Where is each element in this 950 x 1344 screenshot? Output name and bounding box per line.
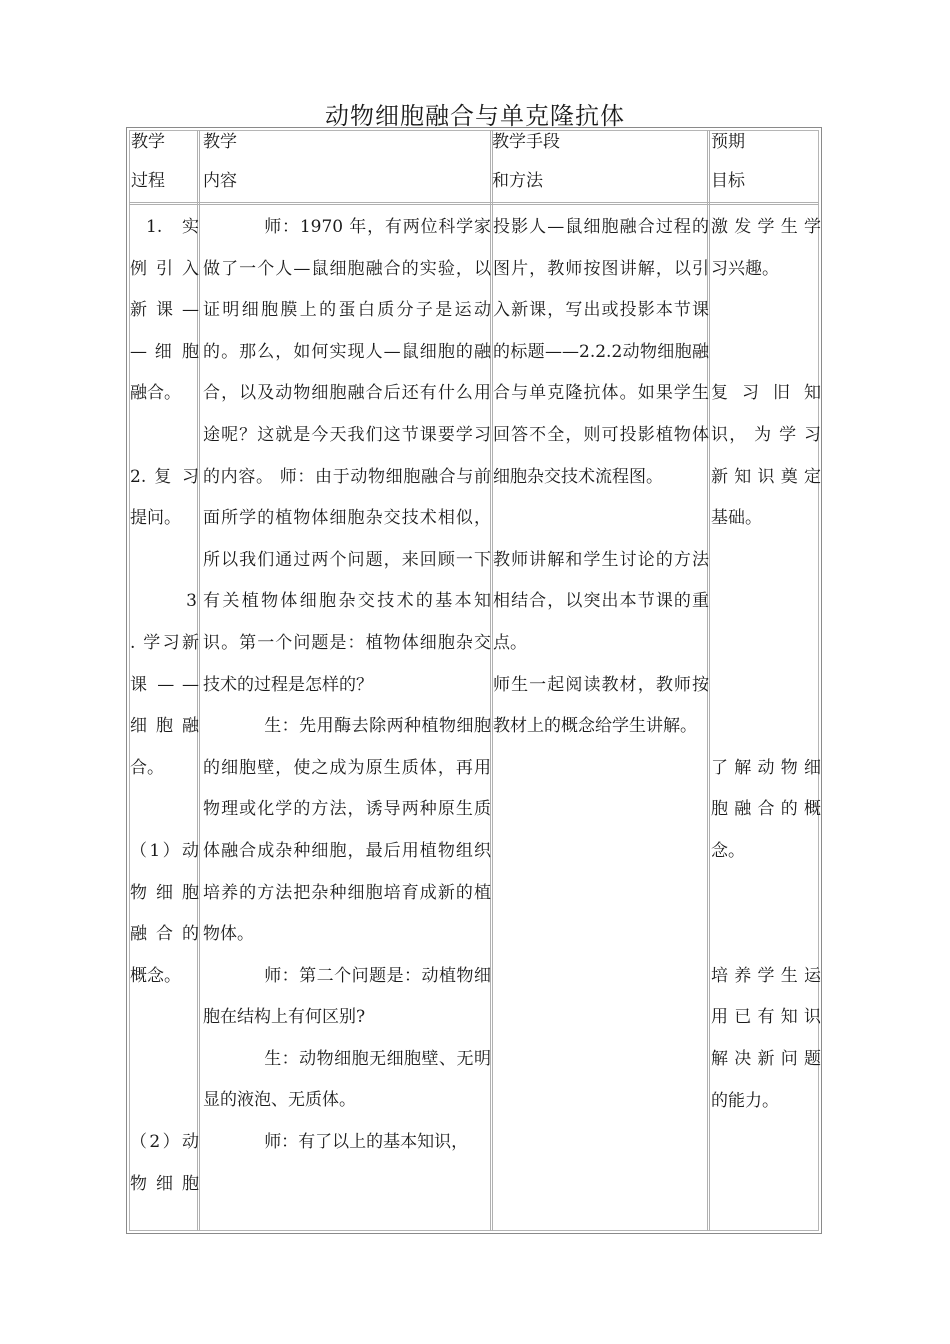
goal-line: 习兴趣。 [711, 258, 779, 279]
header-goal: 预期 目标 [711, 132, 745, 191]
goal-line: 识， 为 学 习 [711, 424, 821, 445]
lesson-plan-table [126, 127, 822, 1234]
goal-line: 基础。 [711, 508, 762, 529]
step-1-line: 新 课 — [130, 300, 199, 321]
method-paragraph: 教师讲解和学生讨论的方法相结合，以突出本节课的重点。 [493, 549, 709, 653]
content-paragraph: 生：动物细胞无细胞壁、无明显的液泡、无质体。 [203, 1048, 491, 1111]
step-4-line: 物 细 胞 [130, 882, 199, 903]
step-2-line: 2. 复 习 [130, 466, 199, 487]
step-2-line: 提问。 [130, 508, 181, 529]
header-divider [129, 202, 819, 205]
method-paragraph: 投影人—鼠细胞融合过程的图片，教师按图讲解，以引入新课，写出或投影本节课的标题——2.2.2动物细胞融合与单克隆抗体。如果学生回答不全，则可投影植物体细胞杂交技术流程图。 [493, 217, 709, 487]
document-title: 动物细胞融合与单克隆抗体 [325, 102, 625, 130]
method-column [493, 207, 709, 748]
step-3-line: 3 [186, 591, 197, 612]
content-paragraph: 师：有了以上的基本知识， [264, 1132, 469, 1153]
goal-line: 胞 融 合 的 概 [711, 799, 821, 820]
step-1-line: 融合。 [130, 383, 181, 404]
goal-column [711, 207, 821, 1122]
step-3-line: 课 — — [130, 674, 199, 695]
goal-line: 解 决 新 问 题 [711, 1048, 821, 1069]
step-1-line: — 细 胞 [130, 341, 199, 362]
goal-line: 了 解 动 物 细 [711, 757, 821, 778]
step-5-line: （2）动 [130, 1132, 199, 1153]
goal-line: 激 发 学 生 学 [711, 217, 821, 237]
goal-line: 新 知 识 奠 定 [711, 466, 821, 487]
step-4-line: 融 合 的 [130, 924, 199, 945]
step-1-line: 例 引 入 [130, 258, 199, 279]
header-method: 教学手段 和方法 [492, 132, 560, 191]
step-4-line: 概念。 [130, 965, 181, 986]
content-paragraph: 生：先用酶去除两种植物细胞的细胞壁，使之成为原生质体，再用物理或化学的方法，诱导两种原生质体融合成杂种细胞，最后用植物组织培养的方法把杂种细胞培育成新的植物体。 [203, 716, 491, 945]
content-paragraph: 师：第二个问题是：动植物细胞在结构上有何区别? [203, 965, 491, 1028]
content-paragraph: 师：1970 年，有两位科学家做了一个人—鼠细胞融合的实验，以证明细胞膜上的蛋白质分子是运动的。那么，如何实现人—鼠细胞的融合，以及动物细胞融合后还有什么用途呢？这就是今天我们这节课要学习的内容。 师：由于动物细胞融合与前面所学的植物体细胞杂交技术相似，所以我们通过两个问题，来回顾一下有关植物体细胞杂交技术的基本知识。第一个问题是：植物体细胞杂交技术的过程是怎样的？ [203, 217, 491, 695]
goal-line: 复 习 旧 知 [711, 383, 821, 404]
process-column [130, 207, 199, 1205]
header-process: 教学 过程 [131, 132, 165, 191]
step-3-line: 合。 [130, 757, 164, 778]
content-column [203, 207, 491, 1164]
goal-line: 用 已 有 知 识 [711, 1007, 821, 1028]
goal-line: 培 养 学 生 运 [711, 965, 821, 986]
step-3-line: 细 胞 融 [130, 716, 199, 737]
step-3-line: . 学习新 [130, 632, 199, 653]
method-paragraph: 师生一起阅读教材，教师按教材上的概念给学生讲解。 [493, 674, 709, 737]
goal-line: 的能力。 [711, 1090, 779, 1111]
header-content: 教学 内容 [203, 132, 237, 191]
step-4-line: （1）动 [130, 840, 199, 861]
goal-line: 念。 [711, 840, 745, 861]
step-1-line: 1. 实 [146, 217, 199, 237]
step-5-line: 物 细 胞 [130, 1173, 199, 1194]
